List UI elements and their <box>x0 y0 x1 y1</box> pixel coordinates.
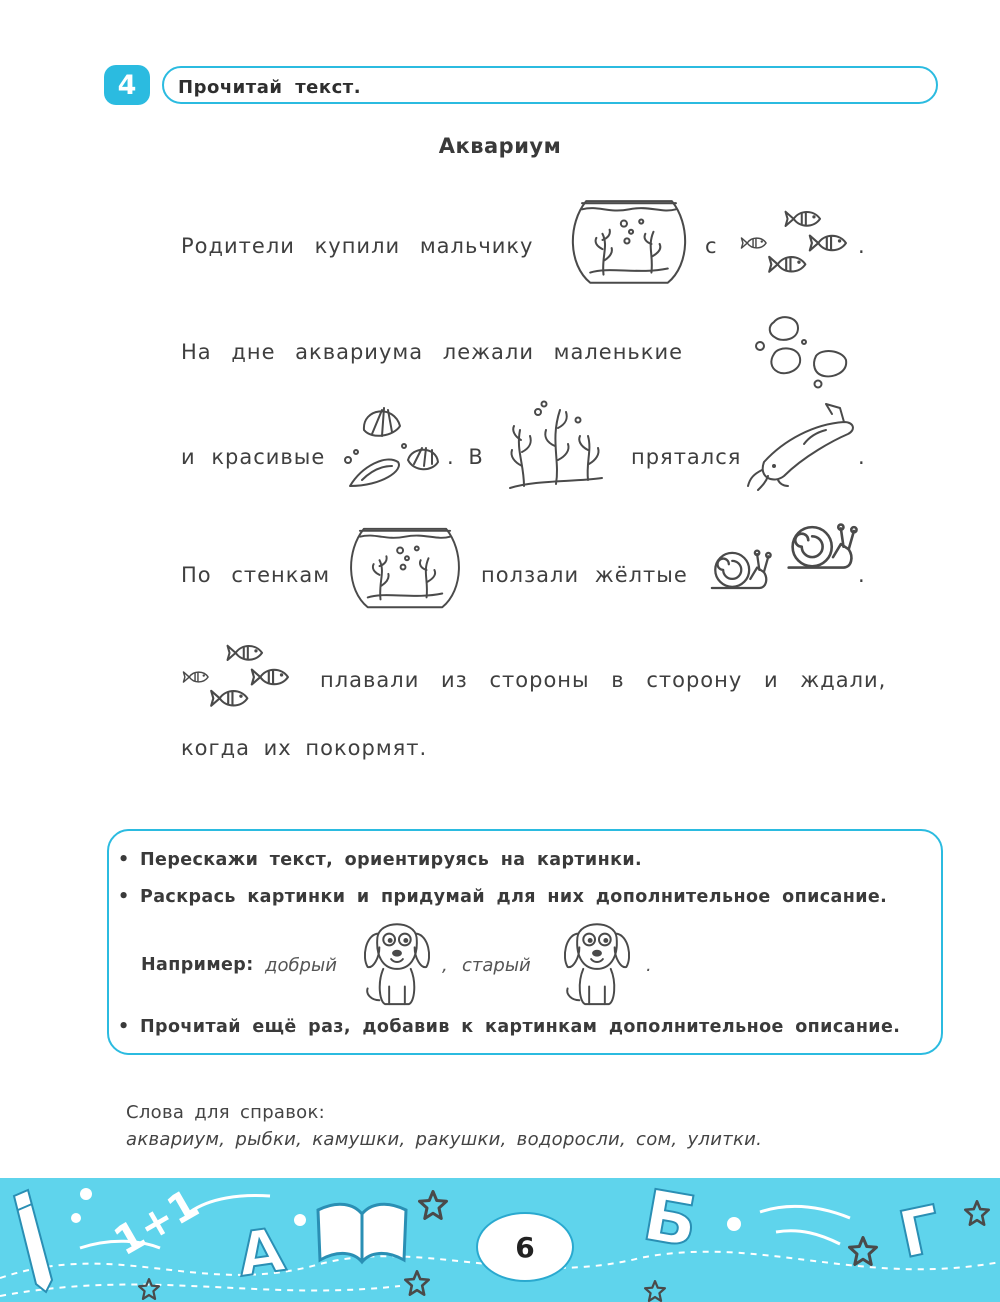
letter-g: Г <box>892 1192 949 1274</box>
catfish-icon <box>744 400 860 492</box>
snail-icon <box>704 545 774 597</box>
letter-b: Б <box>637 1173 705 1265</box>
bullet: • <box>118 1017 130 1037</box>
line2-text: На дне аквариума лежали маленькие <box>181 340 684 364</box>
example-label: Например: <box>141 955 254 975</box>
puppy-icon <box>356 914 438 1012</box>
star-icon <box>848 1236 878 1266</box>
line4-period: . <box>858 563 866 587</box>
line3-text: и красивые <box>181 445 326 469</box>
fish-group-icon <box>182 638 298 718</box>
seashells-icon <box>342 400 444 498</box>
book-icon <box>312 1190 412 1270</box>
bullet: • <box>118 850 130 870</box>
star-icon <box>418 1190 448 1220</box>
aquarium-icon <box>346 521 464 619</box>
story-title: Аквариум <box>438 134 562 158</box>
example-word-old: старый <box>462 955 531 976</box>
line3-period: . <box>858 445 866 469</box>
example-period: . <box>646 955 652 976</box>
star-icon <box>404 1270 430 1296</box>
star-icon <box>644 1280 666 1302</box>
example-word-kind: добрый <box>265 955 337 976</box>
line6-text: когда их покормят. <box>181 736 428 760</box>
line1-text: Родители купили мальчику <box>181 234 534 258</box>
reference-words: аквариум, рыбки, камушки, ракушки, водоросли, сом, улитки. <box>126 1129 763 1150</box>
line4-text: По стенкам <box>181 563 331 587</box>
seaweed-icon <box>494 400 614 496</box>
line5-text: плавали из стороны в сторону и ждали, <box>320 668 887 692</box>
fish-group-icon <box>740 205 856 283</box>
aquarium-icon <box>566 193 692 295</box>
task-color: Раскрась картинки и придумай для них дополнительное описание. <box>140 887 888 907</box>
line3-in: . В <box>447 445 484 469</box>
snail-icon <box>780 518 860 578</box>
math-doodle: 1+1 <box>106 1180 207 1266</box>
line3-hid: прятался <box>631 445 742 469</box>
star-icon <box>964 1200 990 1226</box>
task-retell: Перескажи текст, ориентируясь на картинки. <box>140 850 643 870</box>
task-reread: Прочитай ещё раз, добавив к картинкам дополнительное описание. <box>140 1017 901 1037</box>
reference-label: Слова для справок: <box>126 1102 326 1123</box>
line4-text-2: ползали жёлтые <box>481 563 688 587</box>
pebbles-icon <box>752 312 862 396</box>
page-number: 6 <box>476 1212 574 1282</box>
letter-a: А <box>233 1215 290 1291</box>
star-icon <box>138 1278 160 1300</box>
bullet: • <box>118 887 130 907</box>
line1-with: с <box>705 234 718 258</box>
example-comma: , <box>442 955 448 976</box>
line1-period: . <box>858 234 866 258</box>
puppy-icon <box>556 914 638 1012</box>
task-number-badge: 4 <box>104 65 150 105</box>
pencil-icon <box>6 1184 60 1296</box>
task-instruction: Прочитай текст. <box>178 77 362 98</box>
